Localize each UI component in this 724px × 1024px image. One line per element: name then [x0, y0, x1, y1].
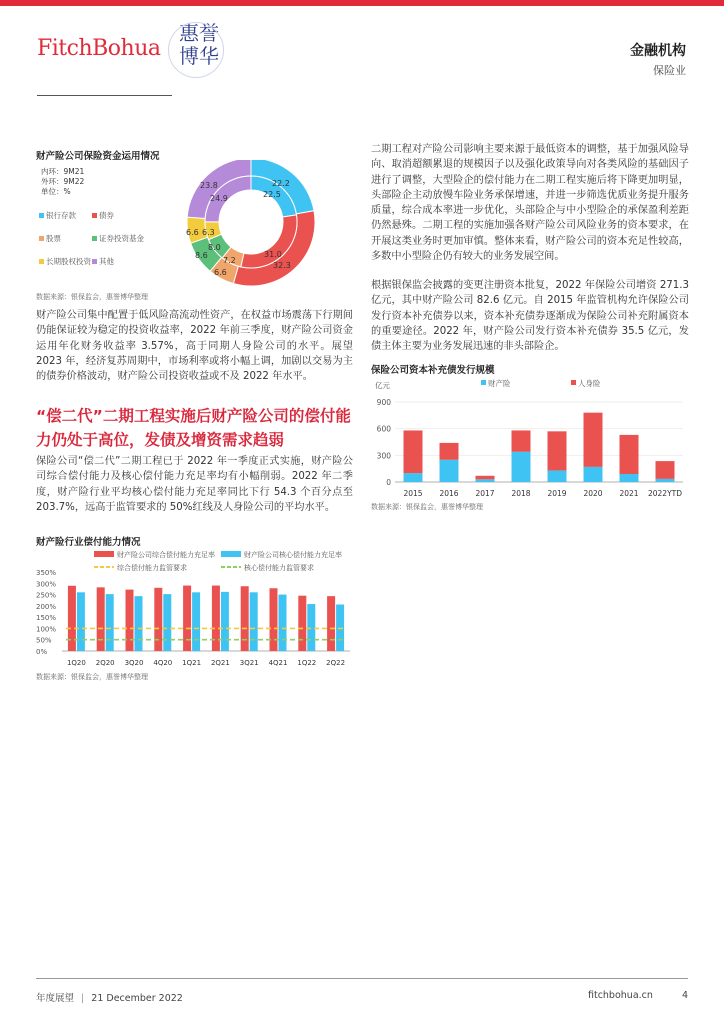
- pie-inner-label-fund: 8.0: [208, 243, 221, 252]
- left-paragraph-1-block: [36, 308, 353, 384]
- bond-x-axis: [403, 489, 682, 498]
- bond-x-tick: 2022YTD: [647, 489, 683, 498]
- footer-divider: [36, 978, 688, 979]
- solvency-bar-core: [221, 592, 229, 651]
- solvency-bar-composite: [97, 587, 105, 651]
- logo-cn-line1: 惠誉: [179, 21, 219, 45]
- solvency-bar-core: [192, 592, 200, 651]
- solvency-bar-core: [307, 604, 315, 651]
- footer-date: 21 December 2022: [91, 993, 183, 1004]
- solvency-x-tick: 1Q20: [66, 659, 86, 667]
- pie-inner-label-stock: 7.2: [223, 256, 236, 265]
- solvency-y-tick: 300%: [36, 580, 57, 589]
- bond-bar-pc: [476, 479, 495, 482]
- pie-outer-label-bank: 22.2: [272, 179, 290, 188]
- bond-bar-life: [620, 435, 639, 474]
- legend-swatch-composite: [94, 551, 114, 557]
- legend-stock: 股票: [46, 234, 61, 243]
- pie-rings: [187, 160, 315, 286]
- bond-x-tick: 2015: [403, 489, 423, 498]
- bond-bar-pc: [440, 460, 459, 482]
- right-paragraph-1-block: [371, 142, 689, 264]
- legend-equity: 长期股权投资: [46, 257, 91, 266]
- header-divider: [37, 95, 172, 96]
- right-paragraph-1: 二期工程对产险公司影响主要来源于最低资本的调整，基于加强风险导向、取消超额累退的规模因子以及强化政策导向对各类风险的基础因子进行了调整，大型险企的偿付能力在二期工程实施后将下降更加明显，头部险企主动放慢车险业务承保增速，并进一步筛选优质业务提升服务质量，综合成本率进一步优化，头部险企与中小型险企的承保盈利差距仍然悬殊。二期工程的实施加强各财产险公司风险业务的资本要求，在开展这类业务时更加审慎。整体来看，财产险公司的资本充足性较高，多数中小型险企仍有较大的业务发展空间。: [371, 144, 689, 263]
- solvency-x-tick: 1Q21: [182, 659, 202, 667]
- solvency-x-tick: 1Q22: [297, 659, 317, 667]
- solvency-x-tick: 2Q21: [210, 659, 230, 667]
- right-paragraph-2: 根据银保监会披露的变更注册资本批复，2022 年保险公司增资 271.3 亿元，其中财产险公司 82.6 亿元。自 2015 年监管机构允许保险公司发行资本补充债券以来，资本补充债券逐渐成为保险公司补充附属资本的重要途径。2022 年，财产险公司发行资本补充债券 35.5 亿元，发债主体主要为业务发展迅速的非头部险企。: [371, 280, 689, 353]
- legend-swatch-life: [571, 380, 576, 385]
- pie-unit-label: 单位：%: [41, 187, 71, 196]
- pie-inner-label-other: 24.9: [210, 194, 228, 203]
- brand-logo-text: FitchBohua: [37, 36, 161, 61]
- bond-x-tick: 2019: [547, 489, 567, 498]
- legend-composite-requirement: 综合偿付能力监管要求: [117, 564, 187, 572]
- pie-chart-source: 数据来源：银保监会，惠誉博华整理: [36, 293, 148, 301]
- bond-x-tick: 2021: [619, 489, 639, 498]
- bond-bar-life: [548, 431, 567, 470]
- pie-inner-label-equity: 6.3: [202, 228, 215, 237]
- solvency-bar-composite: [327, 596, 335, 651]
- pie-outer-label-stock: 6.6: [214, 268, 227, 277]
- solvency-bar-composite: [126, 590, 134, 651]
- solvency-chart-title: 财产险行业偿付能力情况: [36, 537, 141, 548]
- bond-chart-source: 数据来源：银保监会，惠誉博华整理: [371, 503, 483, 511]
- legend-swatch-stock: [39, 236, 44, 241]
- legend-core-requirement: 核心偿付能力监管要求: [244, 564, 314, 572]
- footer-separator: |: [81, 993, 85, 1004]
- legend-swatch-fund: [92, 236, 97, 241]
- solvency-bar-composite: [270, 588, 278, 651]
- footer-left: [36, 990, 183, 1004]
- bond-bar-pc: [620, 474, 639, 482]
- bond-x-tick: 2020: [583, 489, 603, 498]
- solvency-x-tick: 2Q22: [326, 659, 346, 667]
- bond-bar-life: [512, 430, 531, 451]
- bond-x-tick: 2016: [439, 489, 459, 498]
- pie-chart-title: 财产险公司保险资金运用情况: [36, 151, 160, 162]
- bond-bar-pc: [656, 479, 675, 482]
- seal-ring: [168, 22, 224, 78]
- bond-chart-title: 保险公司资本补充债发行规模: [371, 365, 495, 376]
- section-heading: “偿二代”二期工程实施后财产险公司的偿付能力仍处于高位，发债及增资需求趋弱: [36, 407, 351, 449]
- footer-page-number: 4: [681, 990, 688, 1001]
- pie-chart-svg: [36, 160, 353, 308]
- solvency-bar-core: [279, 595, 287, 651]
- solvency-bar-composite: [68, 586, 76, 651]
- legend-swatch-bank: [39, 213, 44, 218]
- logo-cn-line2: 博华: [179, 44, 219, 68]
- solvency-bar-composite: [241, 586, 249, 651]
- bond-bar-pc: [512, 452, 531, 482]
- left-paragraph-1: 财产险公司集中配置于低风险高流动性资产，在权益市场震荡下行期间仍能保证较为稳定的投资收益率，2022 年前三季度，财产险公司资金运用年化财务收益率 3.57%，高于同期人身险公司的水平。展望 2023 年，经济复苏周期中，市场利率或将小幅上调，加剧以交易为主的债券价格波动，财产险公司投资收益或不及 2022 年水平。: [36, 310, 353, 383]
- solvency-y-tick: 250%: [36, 591, 57, 600]
- solvency-bar-composite: [154, 588, 162, 651]
- bond-bar-life: [476, 476, 495, 480]
- footer-report-type: 年度展望: [36, 993, 75, 1004]
- legend-swatch-bond: [92, 213, 97, 218]
- pie-center-hole: [220, 191, 282, 253]
- pie-inner-label-bond: 31.0: [264, 250, 282, 259]
- legend-fund: 证券投资基金: [99, 234, 144, 243]
- solvency-chart-svg: [36, 546, 353, 678]
- footer-right: [588, 990, 688, 1001]
- bond-bar-pc: [404, 473, 423, 482]
- solvency-y-tick: 350%: [36, 569, 57, 577]
- legend-core-ratio: 财产险公司核心偿付能力充足率: [244, 551, 342, 559]
- solvency-y-tick: 50%: [36, 636, 52, 645]
- pie-outer-label-other: 23.8: [200, 181, 218, 190]
- solvency-bar-composite: [298, 596, 306, 651]
- bond-y-tick: 600: [376, 424, 391, 434]
- legend-other: 其他: [99, 257, 114, 266]
- bond-x-tick: 2018: [511, 489, 531, 498]
- bond-bar-life: [440, 443, 459, 460]
- solvency-y-tick: 200%: [36, 602, 57, 611]
- pie-legend: [39, 210, 144, 266]
- solvency-x-tick: 3Q21: [239, 659, 259, 667]
- footer-site[interactable]: fitchbohua.cn: [587, 990, 653, 1001]
- solvency-y-tick: 150%: [36, 614, 57, 623]
- bond-chart-block: [371, 362, 689, 511]
- solvency-x-tick: 2Q20: [95, 659, 115, 667]
- pie-outer-label-equity: 6.6: [186, 228, 199, 237]
- pie-inner-ring-label: 内环：9M21: [41, 167, 85, 176]
- bond-bar-pc: [548, 470, 567, 482]
- solvency-bars: [66, 586, 346, 651]
- legend-swatch-equity: [39, 259, 44, 264]
- solvency-bar-core: [163, 594, 171, 651]
- bond-chart-unit: 亿元: [375, 381, 390, 390]
- solvency-bar-composite: [212, 586, 220, 651]
- bond-chart-svg: [371, 376, 689, 510]
- solvency-bar-core: [106, 594, 114, 651]
- legend-life: 人身险: [578, 379, 601, 388]
- solvency-bar-composite: [183, 586, 191, 651]
- brand-logo-seal: [168, 22, 230, 78]
- left-paragraph-2: 保险公司“偿二代”二期工程已于 2022 年一季度正式实施，财产险公司综合偿付能力及核心偿付能力充足率均有小幅削弱。2022 年二季度，财产险行业平均核心偿付能力充足率同比下行 54.3 个百分点至 203.7%，远高于监管要求的 50%红线及人身险公司的平均水平。: [36, 456, 353, 513]
- bond-y-tick: 0: [386, 478, 391, 487]
- bond-bar-pc: [584, 467, 603, 482]
- bond-y-tick: 900: [376, 398, 391, 407]
- solvency-legend: [94, 550, 342, 572]
- sector-subtitle: 保险业: [653, 64, 686, 77]
- legend-composite-ratio: 财产险公司综合偿付能力充足率: [117, 551, 215, 559]
- legend-swatch-other: [92, 259, 97, 264]
- solvency-x-tick: 4Q21: [268, 659, 288, 667]
- legend-bank: 银行存款: [46, 211, 76, 220]
- pie-inner-label-bank: 22.5: [263, 190, 281, 199]
- solvency-y-tick: 100%: [36, 625, 57, 634]
- solvency-bar-core: [135, 596, 143, 651]
- right-paragraph-2-block: [371, 278, 689, 354]
- legend-bond: 债券: [99, 211, 114, 220]
- bond-bar-life: [656, 461, 675, 479]
- bond-x-tick: 2017: [475, 489, 495, 498]
- solvency-y-tick: 0%: [36, 648, 48, 656]
- bond-y-tick: 300: [376, 451, 391, 461]
- legend-swatch-core: [221, 551, 241, 557]
- solvency-bar-core: [250, 592, 258, 651]
- bond-bars: [404, 413, 675, 482]
- legend-swatch-pc: [481, 380, 486, 385]
- solvency-x-tick: 3Q20: [124, 659, 144, 667]
- sector-title: 金融机构: [630, 43, 686, 59]
- solvency-x-tick: 4Q20: [153, 659, 173, 667]
- legend-pc: 财产险: [488, 379, 511, 388]
- top-accent-bar: [0, 0, 724, 6]
- left-paragraph-2-block: [36, 454, 353, 515]
- bond-bar-life: [584, 413, 603, 467]
- pie-outer-ring-label: 外环：9M22: [41, 177, 85, 186]
- solvency-chart-source: 数据来源：银保监会，惠誉博华整理: [36, 673, 148, 681]
- pie-outer-label-fund: 8.6: [195, 251, 208, 260]
- solvency-x-axis: [67, 659, 345, 667]
- solvency-chart-block: [36, 534, 353, 681]
- bond-bar-life: [404, 430, 423, 473]
- pie-outer-label-bond: 32.3: [273, 261, 291, 270]
- solvency-bar-core: [77, 592, 85, 651]
- pie-chart-block: [36, 148, 353, 301]
